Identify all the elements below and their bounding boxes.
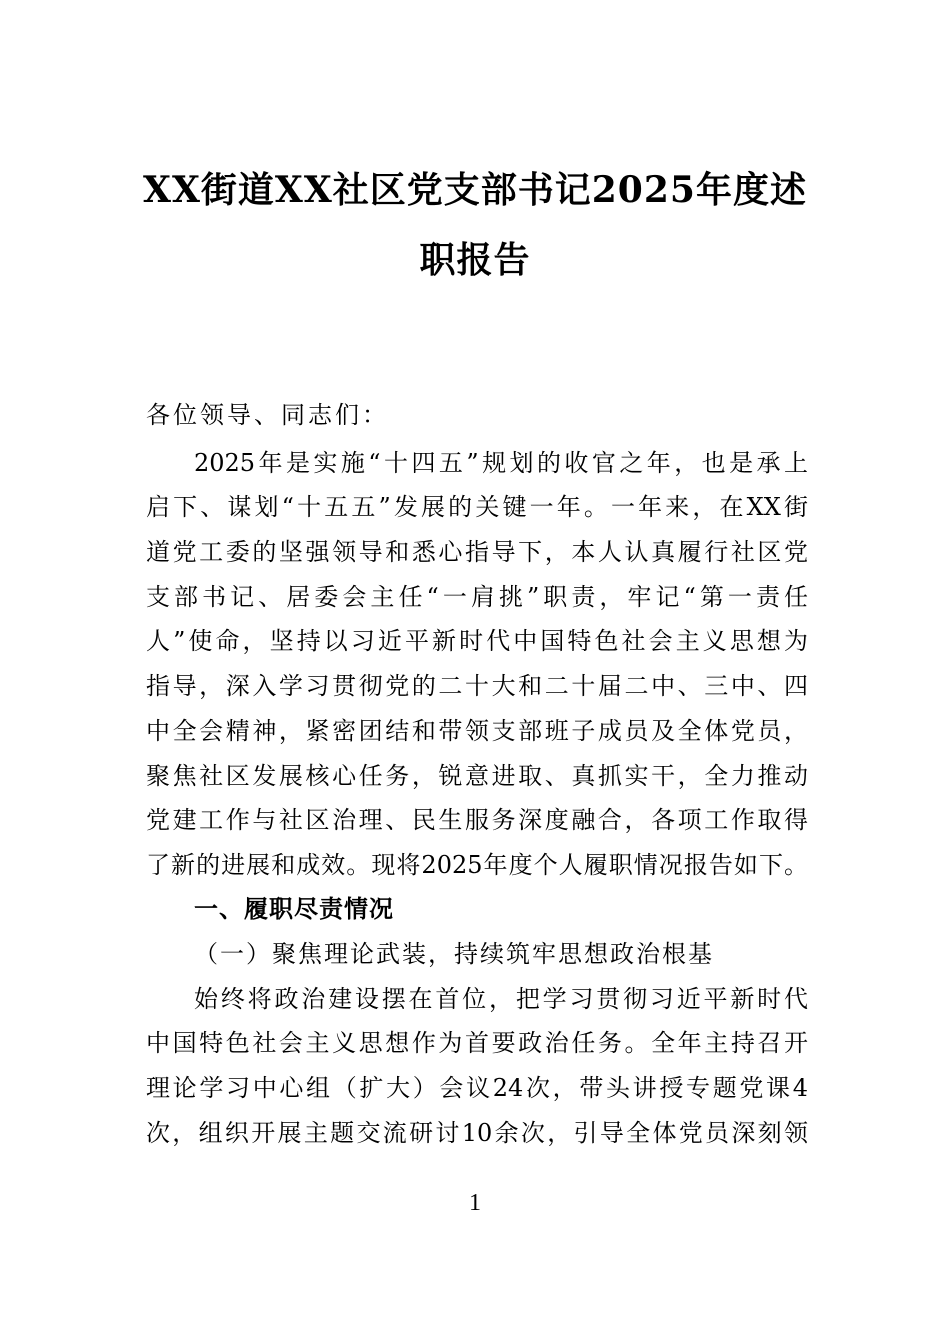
paragraph-1-line: 支部书记、居委会主任“一肩挑”职责，牢记“第一责任 <box>146 583 808 611</box>
salutation: 各位领导、同志们： <box>146 401 389 429</box>
paragraph-2-line: 理论学习中心组（扩大）会议24次，带头讲授专题党课4 <box>146 1074 808 1102</box>
paragraph-1-line: 人”使命，坚持以习近平新时代中国特色社会主义思想为 <box>146 627 808 655</box>
paragraph-2-line: 次，组织开展主题交流研讨10余次，引导全体党员深刻领 <box>146 1119 808 1147</box>
paragraph-1-line: 了新的进展和成效。现将2025年度个人履职情况报告如下。 <box>146 851 808 879</box>
paragraph-1-line: 2025年是实施“十四五”规划的收官之年，也是承上 <box>194 449 808 477</box>
paragraph-2-line: 中国特色社会主义思想作为首要政治任务。全年主持召开 <box>146 1029 808 1057</box>
section-heading-2: （一）聚焦理论武装，持续筑牢思想政治根基 <box>194 940 714 968</box>
paragraph-1-line: 聚焦社区发展核心任务，锐意进取、真抓实干，全力推动 <box>146 762 808 790</box>
paragraph-1-line: 道党工委的坚强领导和悉心指导下，本人认真履行社区党 <box>146 538 808 566</box>
document-title-line-2: 职报告 <box>419 239 531 281</box>
paragraph-1-line: 指导，深入学习贯彻党的二十大和二十届二中、三中、四 <box>146 672 808 700</box>
page-number: 1 <box>469 1190 481 1216</box>
paragraph-1-line: 党建工作与社区治理、民生服务深度融合，各项工作取得 <box>146 806 808 834</box>
paragraph-1-line: 启下、谋划“十五五”发展的关键一年。一年来，在XX街 <box>146 493 808 521</box>
paragraph-1-line: 中全会精神，紧密团结和带领支部班子成员及全体党员， <box>146 717 808 745</box>
paragraph-2-line: 始终将政治建设摆在首位，把学习贯彻习近平新时代 <box>194 985 808 1013</box>
document-title-line-1: XX街道XX社区党支部书记2025年度述 <box>143 169 807 211</box>
section-heading-1: 一、履职尽责情况 <box>194 895 394 923</box>
